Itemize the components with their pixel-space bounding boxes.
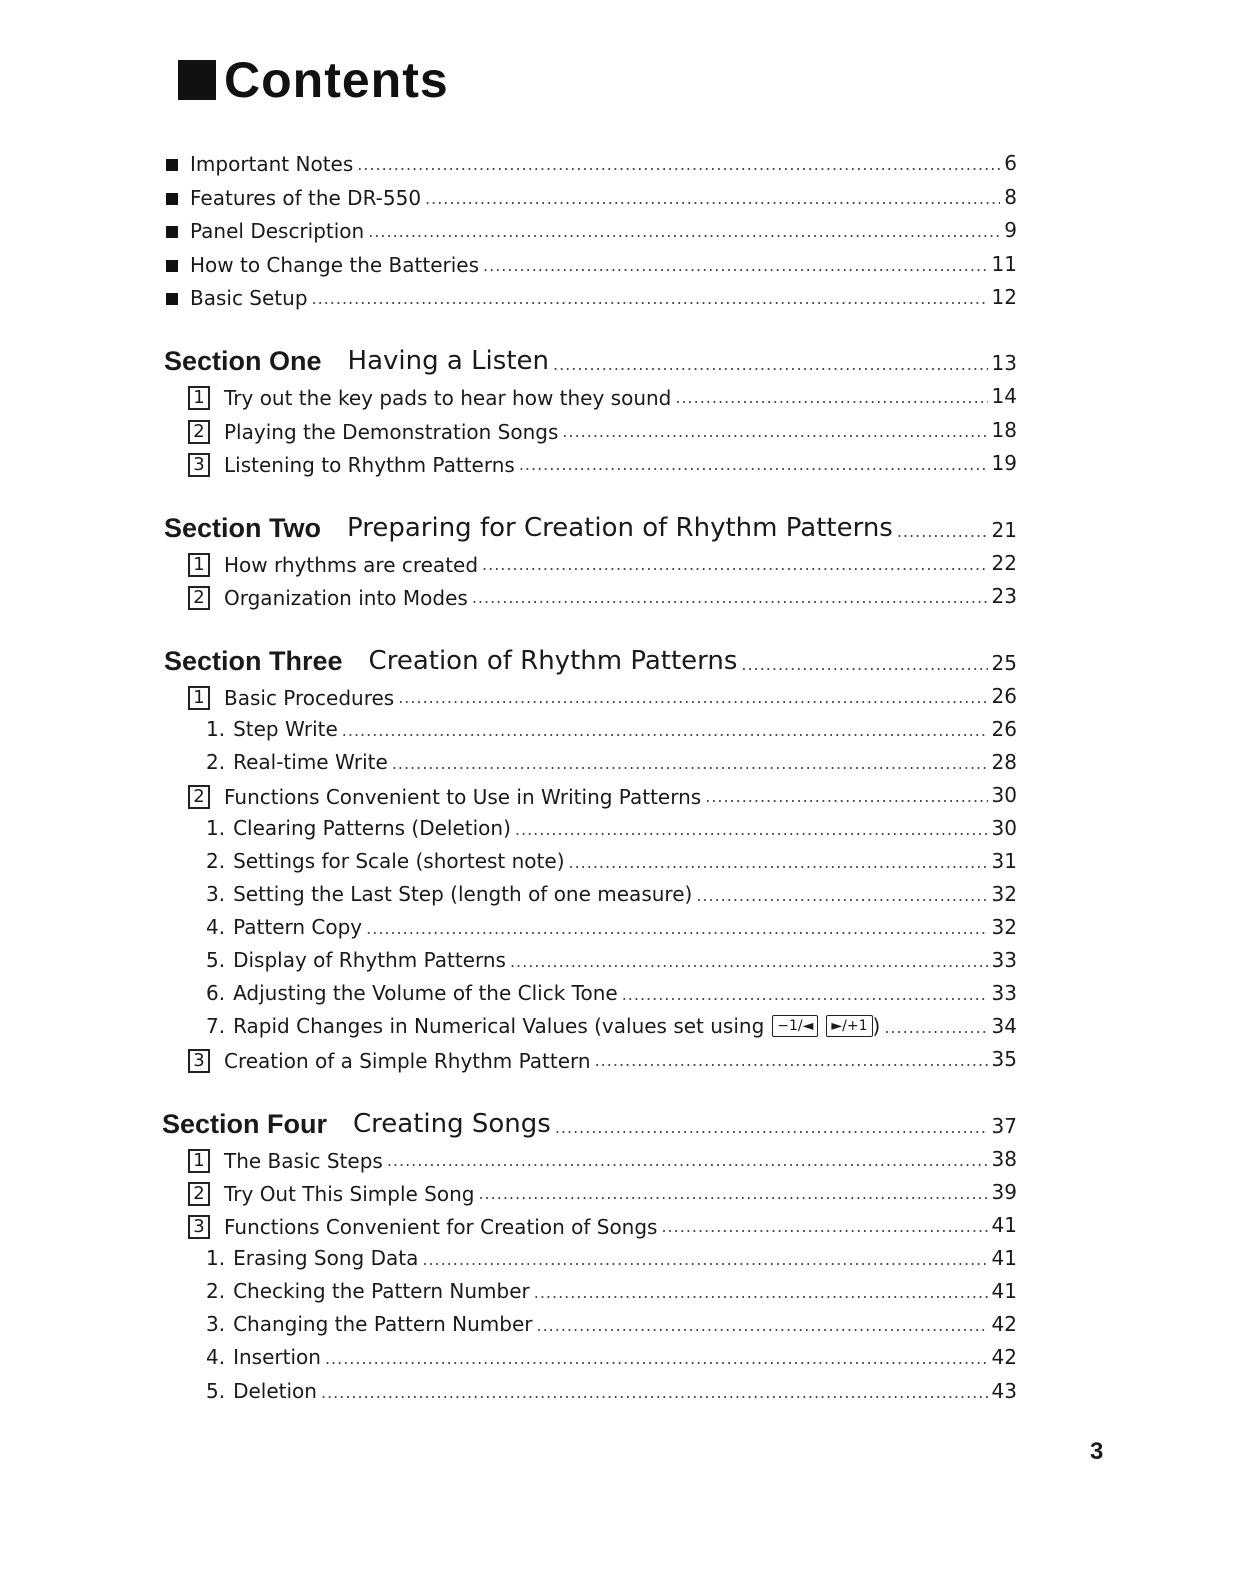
page-number: 35: [991, 1047, 1017, 1071]
page-number: 41: [991, 1213, 1017, 1237]
page-number: 9: [1004, 218, 1017, 242]
section-title: Creation of Rhythm Patterns: [368, 646, 738, 676]
page-number: 28: [991, 750, 1017, 774]
toc-subentry[interactable]: 1. Step Write ..... 26: [0, 716, 1244, 744]
dot-leader: [312, 286, 988, 312]
dot-leader: [479, 1181, 988, 1207]
page-number: 26: [991, 717, 1017, 741]
dot-leader: [569, 850, 988, 876]
toc-entry[interactable]: 3 Listening to Rhythm Patterns ..... 19: [0, 450, 1244, 478]
page-number: 41: [991, 1279, 1017, 1303]
toc-subentry[interactable]: 4. Insertion ..... 42: [0, 1344, 1244, 1372]
dot-leader: [398, 685, 987, 711]
dot-leader: [321, 1380, 988, 1406]
dot-leader: [595, 1048, 988, 1074]
item-number-box: 3: [188, 453, 210, 477]
page-title-text: Contents: [224, 52, 449, 108]
item-number-box: 2: [188, 420, 210, 444]
toc-entry[interactable]: 1 Try out the key pads to hear how they sound ..... 14: [0, 383, 1244, 411]
section-heading[interactable]: [0, 345, 1244, 381]
dot-leader: [483, 253, 988, 279]
page-number: 42: [991, 1345, 1017, 1369]
item-number-box: 3: [188, 1215, 210, 1239]
toc-subentry[interactable]: 5. Deletion ..... 43: [0, 1378, 1244, 1406]
page-title: [178, 50, 449, 110]
dot-leader: [422, 1247, 987, 1273]
bullet-icon: [166, 293, 178, 305]
item-number-box: 1: [188, 386, 210, 410]
dot-leader: [555, 1112, 988, 1144]
dot-leader: [510, 949, 988, 975]
dot-leader: [472, 585, 988, 611]
section-title: Creating Songs: [353, 1109, 551, 1139]
page-number: 19: [991, 451, 1017, 475]
page-number: 23: [991, 584, 1017, 608]
dot-leader: [884, 1015, 987, 1041]
page-number: 25: [991, 651, 1017, 675]
dot-leader: [325, 1346, 988, 1372]
page-number: 32: [991, 915, 1017, 939]
bullet-icon: [166, 159, 178, 171]
dot-leader: [897, 516, 988, 548]
item-number-box: 2: [188, 586, 210, 610]
toc-subentry[interactable]: 7. Rapid Changes in Numerical Values (values set using −1/◄ ►/+1 ) ..... 34: [0, 1013, 1244, 1041]
dot-leader: [482, 552, 988, 578]
page-number: 34: [991, 1014, 1017, 1038]
page-number-footer: 3: [1090, 1438, 1104, 1465]
page-number: 30: [991, 783, 1017, 807]
dot-leader: [425, 186, 1000, 212]
dot-leader: [357, 152, 1000, 178]
section-name: Section Two: [164, 513, 322, 543]
dot-leader: [515, 817, 988, 843]
toc-entry[interactable]: 1 Basic Procedures ..... 26: [0, 683, 1244, 711]
bullet-icon: [166, 193, 178, 205]
dot-leader: [661, 1214, 987, 1240]
page-number: 18: [991, 418, 1017, 442]
page-number: 42: [991, 1312, 1017, 1336]
toc-subentry[interactable]: 4. Pattern Copy ..... 32: [0, 914, 1244, 942]
page-number: 6: [1004, 151, 1017, 175]
toc-entry[interactable]: 2 Try Out This Simple Song ..... 39: [0, 1179, 1244, 1207]
section-name: Section One: [164, 346, 322, 376]
page-number: 37: [991, 1114, 1017, 1138]
item-number-box: 3: [188, 1049, 210, 1073]
section-heading[interactable]: [0, 512, 1244, 548]
dot-leader: [368, 219, 1000, 245]
toc-entry[interactable]: Important Notes ..... 6: [0, 150, 1244, 178]
title-bullet-icon: [178, 60, 216, 100]
page-number: 38: [991, 1147, 1017, 1171]
dot-leader: [553, 349, 988, 381]
page-number: 33: [991, 981, 1017, 1005]
page-number: 31: [991, 849, 1017, 873]
toc-subentry[interactable]: 1. Clearing Patterns (Deletion) ..... 30: [0, 815, 1244, 843]
toc-entry[interactable]: 3 Functions Convenient for Creation of Songs ..... 41: [0, 1212, 1244, 1240]
dot-leader: [366, 916, 987, 942]
section-title: Preparing for Creation of Rhythm Patterns: [347, 513, 893, 543]
dot-leader: [622, 982, 988, 1008]
dot-leader: [392, 751, 988, 777]
toc-entry[interactable]: Basic Setup ..... 12: [0, 284, 1244, 312]
page-number: 22: [991, 551, 1017, 575]
dot-leader: [342, 718, 988, 744]
toc-subentry[interactable]: 2. Settings for Scale (shortest note) ..... 31: [0, 848, 1244, 876]
toc-subentry[interactable]: 1. Erasing Song Data ..... 41: [0, 1245, 1244, 1273]
toc-entry[interactable]: 1 How rhythms are created ..... 22: [0, 550, 1244, 578]
page-number: 26: [991, 684, 1017, 708]
toc-entry[interactable]: 3 Creation of a Simple Rhythm Pattern ..... 35: [0, 1046, 1244, 1074]
dot-leader: [562, 419, 987, 445]
page-number: 13: [991, 351, 1017, 375]
page-number: 43: [991, 1379, 1017, 1403]
item-number-box: 2: [188, 785, 210, 809]
section-heading[interactable]: [0, 1108, 1244, 1144]
item-number-box: 1: [188, 553, 210, 577]
dot-leader: [696, 883, 987, 909]
dot-leader: [741, 649, 987, 681]
bullet-icon: [166, 226, 178, 238]
dot-leader: [536, 1313, 987, 1339]
dot-leader: [387, 1148, 988, 1174]
section-heading[interactable]: [0, 645, 1244, 681]
toc-subentry[interactable]: 3. Setting the Last Step (length of one measure) ..... 32: [0, 881, 1244, 909]
toc-subentry[interactable]: 3. Changing the Pattern Number ..... 42: [0, 1311, 1244, 1339]
page-number: 30: [991, 816, 1017, 840]
toc-entry[interactable]: 2 Playing the Demonstration Songs ..... 18: [0, 417, 1244, 445]
toc-subentry[interactable]: 2. Checking the Pattern Number ..... 41: [0, 1278, 1244, 1306]
page-number: 11: [991, 252, 1017, 276]
page-number: 41: [991, 1246, 1017, 1270]
bullet-icon: [166, 260, 178, 272]
page-number: 8: [1004, 185, 1017, 209]
section-title: Having a Listen: [347, 346, 549, 376]
section-name: Section Three: [164, 646, 343, 676]
toc-subentry[interactable]: 6. Adjusting the Volume of the Click Tone ..... 33: [0, 980, 1244, 1008]
page-number: 14: [991, 384, 1017, 408]
item-number-box: 1: [188, 686, 210, 710]
toc-entry[interactable]: Features of the DR-550 ..... 8: [0, 184, 1244, 212]
toc-entry[interactable]: How to Change the Batteries ..... 11: [0, 251, 1244, 279]
toc-entry[interactable]: Panel Description ..... 9: [0, 217, 1244, 245]
page-number: 32: [991, 882, 1017, 906]
toc-subentry[interactable]: 5. Display of Rhythm Patterns ..... 33: [0, 947, 1244, 975]
page-number: 21: [991, 518, 1017, 542]
toc-subentry[interactable]: 2. Real-time Write ..... 28: [0, 749, 1244, 777]
page-number: 33: [991, 948, 1017, 972]
item-number-box: 1: [188, 1149, 210, 1173]
dot-leader: [675, 385, 987, 411]
dot-leader: [534, 1280, 988, 1306]
page-number: 12: [991, 285, 1017, 309]
toc-entry[interactable]: 2 Functions Convenient to Use in Writing Patterns ..... 30: [0, 782, 1244, 810]
section-name: Section Four: [162, 1109, 328, 1139]
dot-leader: [519, 452, 988, 478]
toc-entry[interactable]: 1 The Basic Steps ..... 38: [0, 1146, 1244, 1174]
plus-one-key-icon: ►/+1: [826, 1015, 872, 1037]
toc-entry[interactable]: 2 Organization into Modes ..... 23: [0, 583, 1244, 611]
minus-one-key-icon: −1/◄: [772, 1015, 818, 1037]
page-number: 39: [991, 1180, 1017, 1204]
item-number-box: 2: [188, 1182, 210, 1206]
dot-leader: [705, 784, 987, 810]
